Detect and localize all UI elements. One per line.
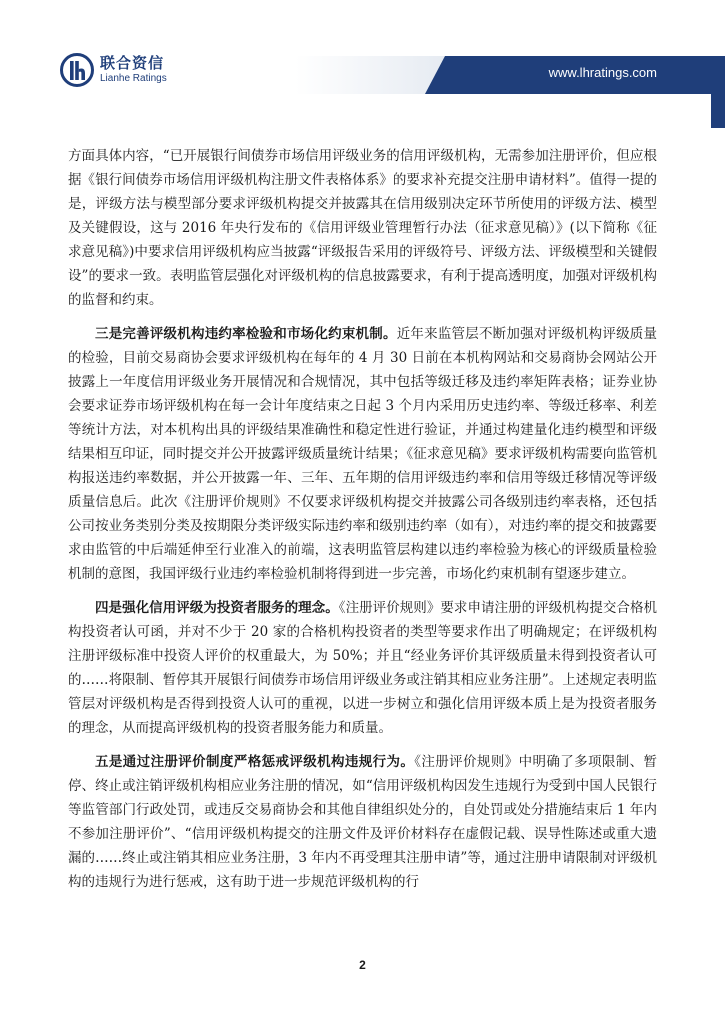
paragraph-4 xyxy=(68,750,657,894)
logo-chinese-name: 联合资信 xyxy=(100,54,165,72)
website-url[interactable]: www.lhratings.com xyxy=(548,65,657,80)
company-logo xyxy=(60,53,167,87)
paragraph-lead: 五是通过注册评价制度严格惩戒评级机构违规行为。 xyxy=(95,754,415,770)
logo-english-name: Lianhe Ratings xyxy=(100,73,167,84)
header-side-strip xyxy=(711,56,725,128)
paragraph-text: 近年来监管层不断加强对评级机构评级质量的检验，目前交易商协会要求评级机构在每年的 4 月 30 日前在本机构网站和交易商协会网站公开披露上一年度信用评级业务开展情况和合规情况，其中包括等级迁移及违约率矩阵表格；证券业协会要求证券市场评级机构在每一会计年度结束之日起 3 个月内采用历史违约率、等级迁移率、利差等统计方法，对本机构出具的评级结果准确性和稳定性进行验证，并通过构建量化违约模型和评级结果相互印证，同时提交并公开披露评级质量统计结果；《征求意见稿》要求评级机构需要向监管机构报送违约率数据，并公开披露一年、三年、五年期的信用评级违约率和信用等级迁移情况等评级质量信息后。此次《注册评价规则》不仅要求评级机构提交并披露公司各级别违约率表格，还包括公司按业务类别分类及按期限分类评级实际违约率和级别违约率（如有），对违约率的提交和披露要求由监管的中后端延伸至行业准入的前端，这表明监管层构建以违约率检验为核心的评级质量检验机制的意图，我国评级行业违约率检验机制将得到进一步完善，市场化约束机制有望逐步建立。 xyxy=(68,326,658,582)
page-number: 2 xyxy=(359,958,366,972)
document-body xyxy=(68,144,657,904)
paragraph-text: 方面具体内容，“已开展银行间债券市场信用评级业务的信用评级机构，无需参加注册评价，但应根据《银行间债券市场信用评级机构注册文件表格体系》的要求补充提交注册申请材料”。值得一提的是，评级方法与模型部分要求评级机构提交并披露其在信用级别决定环节所使用的评级方法、模型及关键假设，这与 2016 年央行发布的《信用评级业管理暂行办法（征求意见稿）》(以下简称《征求意见稿》)中要求信用评级机构应当披露“评级报告采用的评级符号、评级方法、评级模型和关键假设”的要求一致。表明监管层强化对评级机构的信息披露要求，有利于提高透明度，加强对评级机构的监督和约束。 xyxy=(68,148,657,308)
paragraph-lead: 三是完善评级机构违约率检验和市场化约束机制。 xyxy=(95,326,397,342)
page-header xyxy=(0,0,725,108)
paragraph-text: 《注册评价规则》中明确了多项限制、暂停、终止或注销评级机构相应业务注册的情况，如“信用评级机构因发生违规行为受到中国人民银行等监管部门行政处罚，或违反交易商协会和其他自律组织处分的，自处罚或处分措施结束后 1 年内不参加注册评价”、“信用评级机构提交的注册文件及评价材料存在虚假记载、误导性陈述或重大遗漏的……终止或注销其相应业务注册，3 年内不再受理其注册申请”等，通过注册申请限制对评级机构的违规行为进行惩戒，这有助于进一步规范评级机构的行 xyxy=(68,754,658,890)
paragraph-3 xyxy=(68,596,657,740)
lianhe-logo-icon xyxy=(60,53,94,87)
paragraph-text: 《注册评价规则》要求申请注册的评级机构提交合格机构投资者认可函，并对不少于 20 家的合格机构投资者的类型等要求作出了明确规定；在评级机构注册评级标准中投资人评价的权重最大，为 50%；并且“经业务评价其评级质量未得到投资者认可的……将限制、暂停其开展银行间债券市场信用评级业务或注销其相应业务注册”。上述规定表明监管层对评级机构是否得到投资人认可的重视，以进一步树立和强化信用评级本质上是为投资者服务的理念，从而提高评级机构的投资者服务能力和质量。 xyxy=(68,600,658,736)
paragraph-2 xyxy=(68,322,657,586)
paragraph-1 xyxy=(68,144,657,312)
paragraph-lead: 四是强化信用评级为投资者服务的理念。 xyxy=(95,600,339,616)
header-banner xyxy=(295,56,725,94)
